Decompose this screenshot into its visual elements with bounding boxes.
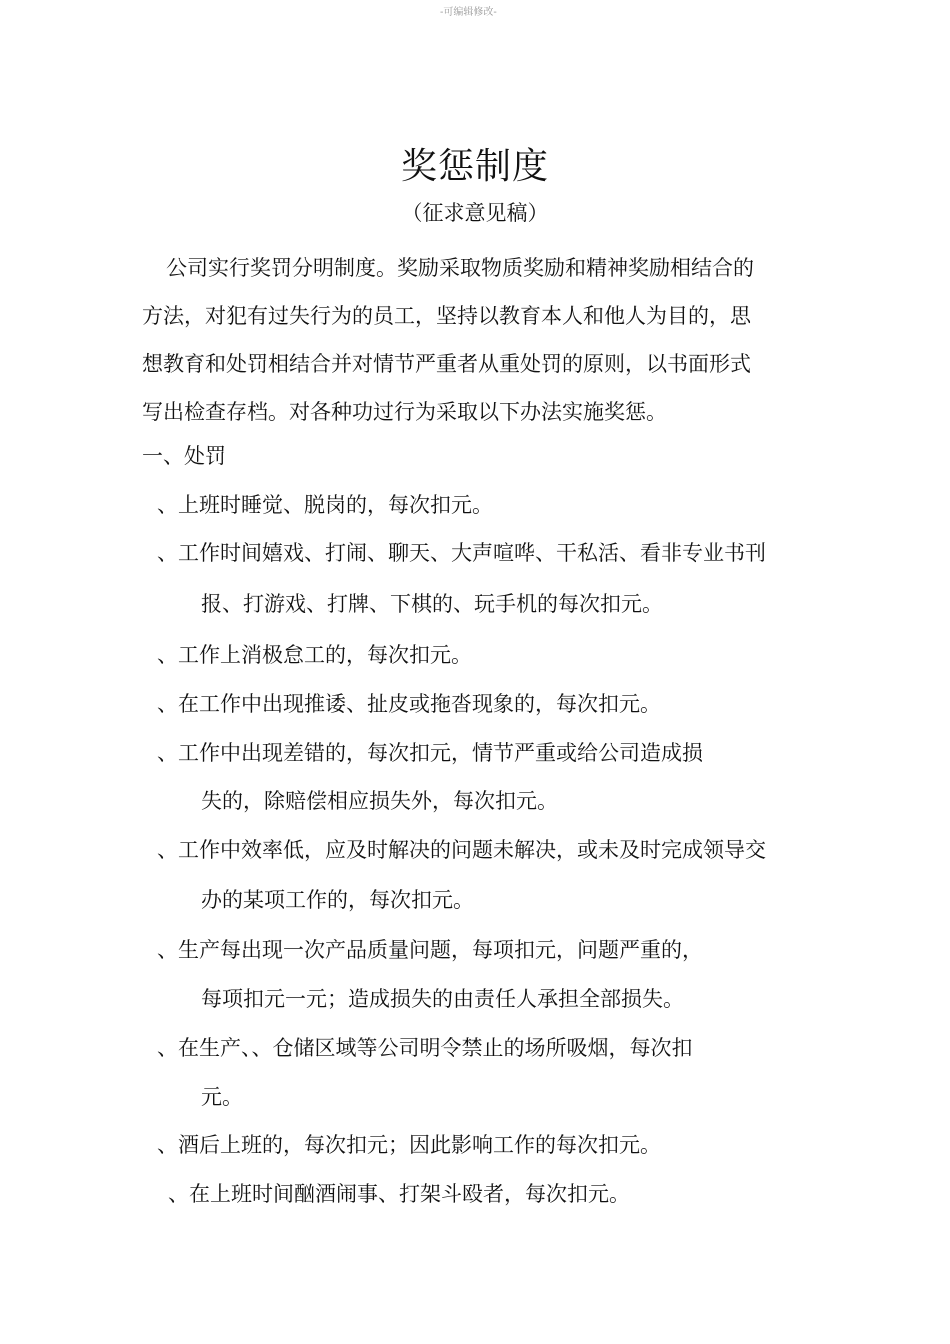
- rule-item: 、工作中效率低，应及时解决的问题未解决，或未及时完成领导交: [157, 838, 766, 862]
- rule-item-continuation: 办的某项工作的，每次扣元。: [201, 888, 474, 912]
- rule-item: 、上班时睡觉、脱岗的，每次扣元。: [157, 493, 493, 517]
- page-title: 奖惩制度: [400, 146, 549, 188]
- page-subtitle: （征求意见稿）: [401, 201, 549, 225]
- intro-paragraph: [142, 244, 814, 436]
- rule-item: 、工作中出现差错的，每次扣元，情节严重或给公司造成损: [157, 741, 703, 765]
- rule-item-continuation: 每项扣元一元；造成损失的由责任人承担全部损失。: [201, 987, 684, 1011]
- intro-line: 写出检查存档。对各种功过行为采取以下办法实施奖惩。: [142, 400, 667, 424]
- rule-item-continuation: 失的，除赔偿相应损失外，每次扣元。: [201, 789, 558, 813]
- rule-item: 、工作上消极怠工的，每次扣元。: [157, 643, 472, 667]
- rule-item: 、在上班时间酗酒闹事、打架斗殴者，每次扣元。: [168, 1182, 630, 1206]
- intro-line: 想教育和处罚相结合并对情节严重者从重处罚的原则，以书面形式: [142, 352, 751, 376]
- section-heading-penalty: 一、处罚: [142, 444, 226, 468]
- intro-line: 方法，对犯有过失行为的员工，坚持以教育本人和他人为目的，思: [142, 304, 751, 328]
- rule-item-continuation: 报、打游戏、打牌、下棋的、玩手机的每次扣元。: [201, 592, 663, 616]
- rule-item: 、酒后上班的，每次扣元；因此影响工作的每次扣元。: [157, 1133, 661, 1157]
- intro-line: 公司实行奖罚分明制度。奖励采取物质奖励和精神奖励相结合的: [166, 256, 754, 280]
- header-note: -可编辑修改-: [440, 7, 497, 18]
- rule-item: 、在生产、、仓储区域等公司明令禁止的场所吸烟，每次扣: [157, 1036, 693, 1060]
- rule-item: 、工作时间嬉戏、打闹、聊天、大声喧哗、干私活、看非专业书刊: [157, 541, 766, 565]
- rule-item-continuation: 元。: [201, 1085, 243, 1109]
- rule-item: 、生产每出现一次产品质量问题，每项扣元，问题严重的，: [157, 938, 703, 962]
- rule-item: 、在工作中出现推诿、扯皮或拖沓现象的，每次扣元。: [157, 692, 661, 716]
